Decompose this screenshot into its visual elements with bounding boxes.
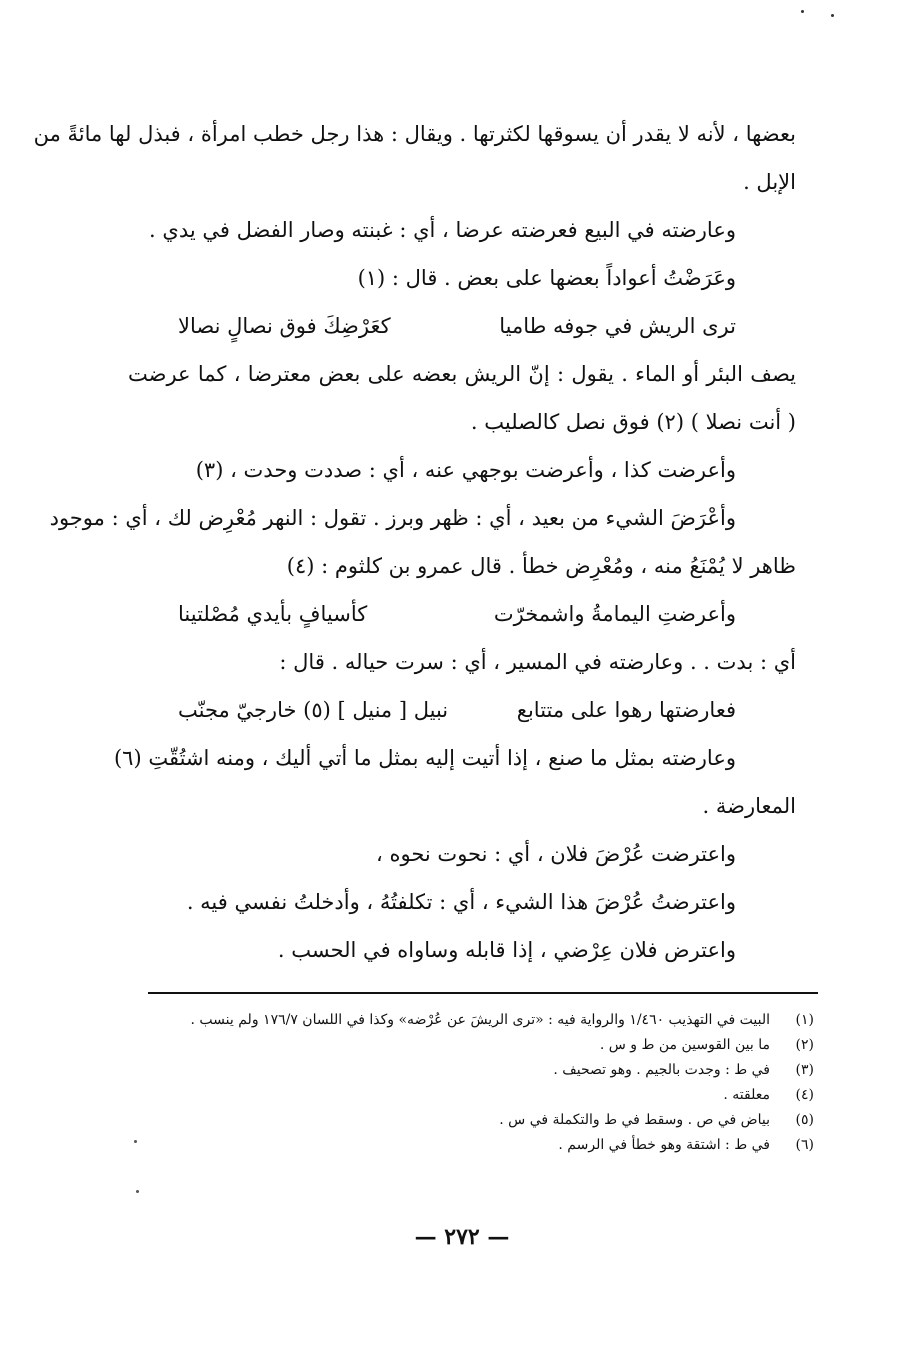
footnote-item: [120, 1033, 814, 1058]
text-line: واعترضتُ عُرْضَ هذا الشيء ، أي : تكلفتُهُ ، وأدخلتُ نفسي فيه .: [186, 890, 736, 914]
footnote-text: معلقته .: [723, 1087, 770, 1103]
text-line: بعضها ، لأنه لا يقدر أن يسوقها لكثرتها . ويقال : هذا رجل خطب امرأة ، فبذل لها مائةً من: [33, 122, 796, 146]
text-line: الإبل .: [743, 170, 796, 194]
footnote-item: [120, 1133, 814, 1158]
footnote-separator: [148, 992, 818, 994]
footnote-number: (١): [795, 1012, 814, 1028]
verse-line: [128, 590, 796, 638]
footnote-text: البيت في التهذيب ١/٤٦٠ والرواية فيه : «ترى الريشَ عن عُرْضه» وكذا في اللسان ١٧٦/٧ ولم ينسب .: [190, 1012, 770, 1028]
margin-speck: [134, 1140, 137, 1143]
text-line: أي : بدت . . وعارضته في المسير ، أي : سرت حياله . قال :: [279, 650, 796, 674]
text-line: المعارضة .: [702, 794, 796, 818]
footnote-item: [120, 1008, 814, 1033]
footnote-item: [120, 1083, 814, 1108]
verse-hemistich-left: نبيل [ منيل ] (٥) خارجيّ مجنّب: [178, 698, 449, 722]
footnote-text: ما بين القوسين من ط و س .: [599, 1037, 770, 1053]
verse-line: [128, 302, 796, 350]
verse-hemistich-left: كعَرْضِكَ فوق نصالٍ نصالا: [178, 314, 391, 338]
footnote-number: (٤): [795, 1087, 814, 1103]
verse-hemistich-left: كأسيافٍ بأيدي مُصْلتينا: [178, 602, 368, 626]
main-text: [33, 110, 796, 974]
speck: [801, 10, 804, 13]
footnote-text: في ط : اشتقة وهو خطأ في الرسم .: [558, 1137, 770, 1153]
footnote-number: (٢): [795, 1037, 814, 1053]
footnote-number: (٣): [795, 1062, 814, 1078]
text-line: وأعْرَضَ الشيء من بعيد ، أي : ظهر وبرز . تقول : النهر مُعْرِض لك ، أي : موجود: [49, 506, 736, 530]
verse-hemistich-right: وأعرضتِ اليمامةُ واشمخرّت: [493, 602, 736, 626]
verse-hemistich-right: ترى الريش في جوفه طاميا: [499, 314, 736, 338]
text-line: ظاهر لا يُمْنَعُ منه ، ومُعْرِض خطأ . قال عمرو بن كلثوم : (٤): [286, 554, 796, 578]
footnotes: [120, 1008, 814, 1158]
text-line: وعارضته في البيع فعرضته عرضا ، أي : غبنته وصار الفضل في يدي .: [149, 218, 736, 242]
scan-specks: [774, 8, 834, 18]
footnote-number: (٦): [795, 1137, 814, 1153]
text-line: واعترض فلان عِرْضي ، إذا قابله وساواه في الحسب .: [277, 938, 736, 962]
text-line: وأعرضت كذا ، وأعرضت بوجهي عنه ، أي : صددت وحدت ، (٣): [195, 458, 736, 482]
speck: [831, 14, 834, 17]
footnote-number: (٥): [795, 1112, 814, 1128]
text-line: ( أنت نصلا ) (٢) فوق نصل كالصليب .: [470, 410, 796, 434]
margin-speck: [136, 1190, 139, 1193]
text-line: يصف البئر أو الماء . يقول : إنّ الريش بعضه على بعض معترضا ، كما عرضت: [128, 362, 796, 386]
text-line: وعَرَضْتُ أعواداً بعضها على بعض . قال : (١): [357, 266, 736, 290]
text-line: واعترضت عُرْضَ فلان ، أي : نحوت نحوه ،: [376, 842, 736, 866]
verse-line: [128, 686, 796, 734]
footnote-text: بياض في ص . وسقط في ط والتكملة في س .: [499, 1112, 770, 1128]
page-number: — ٢٧٢ —: [414, 1224, 510, 1250]
footnote-item: [120, 1058, 814, 1083]
footnote-item: [120, 1108, 814, 1133]
verse-hemistich-right: فعارضتها رهوا على متتابع: [516, 698, 736, 722]
text-line: وعارضته بمثل ما صنع ، إذا أتيت إليه بمثل ما أتي أليك ، ومنه اشتُقّتِ (٦): [113, 746, 736, 770]
footnote-text: في ط : وجدت بالجيم . وهو تصحيف .: [553, 1062, 770, 1078]
